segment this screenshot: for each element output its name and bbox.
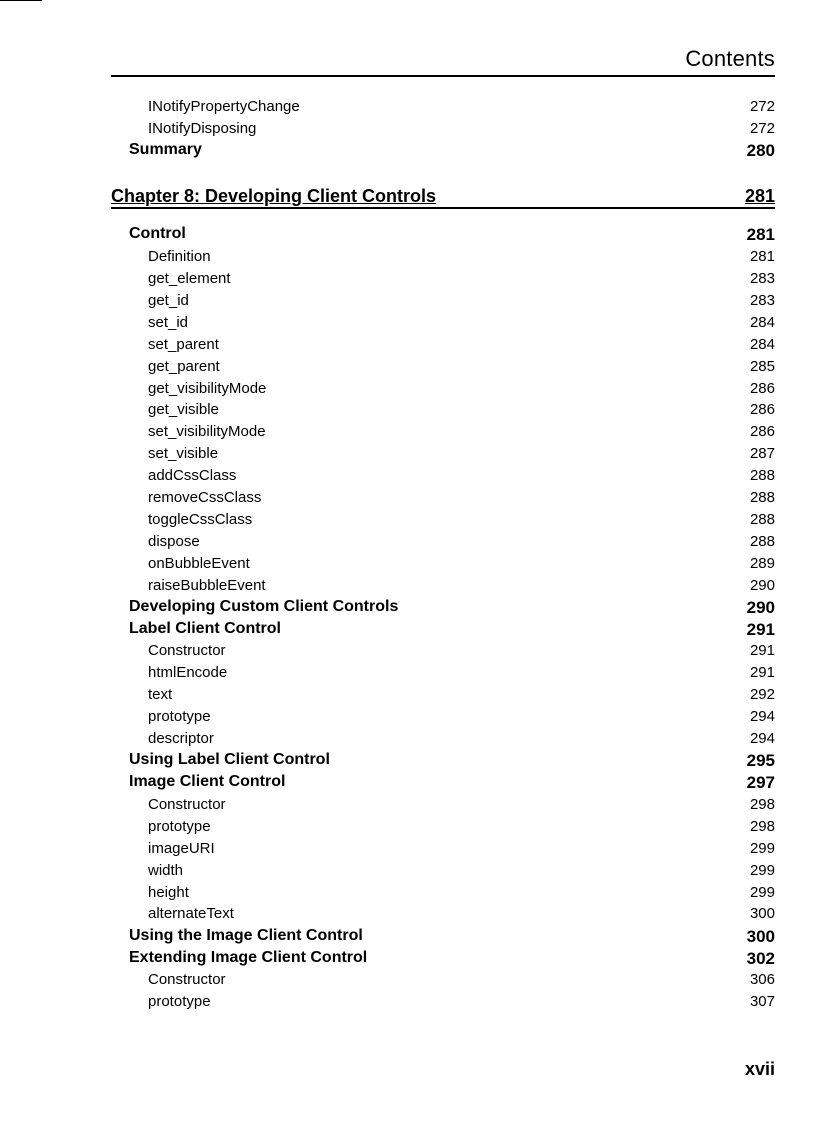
toc-subentry (111, 555, 775, 577)
toc-entry-label: Extending Image Client Control (129, 949, 368, 966)
toc-entry-label: INotifyDisposing (148, 120, 257, 137)
toc-entry-page: 291 (749, 642, 775, 659)
toc-entry-page: 283 (749, 292, 775, 309)
page-number: xvii (744, 1059, 775, 1079)
toc-entry-page: 289 (749, 555, 775, 572)
toc-entry-page: 286 (749, 423, 775, 440)
toc-subentry (111, 358, 775, 380)
toc-entry-page: 299 (749, 884, 775, 901)
toc-entry-page: 294 (749, 708, 775, 725)
toc-entry-page: 298 (749, 818, 775, 835)
toc-entry-label: Control (129, 225, 186, 242)
toc-entry-page: 280 (746, 141, 775, 160)
toc-entry-label: get_visibilityMode (148, 380, 267, 397)
running-header-title: Contents (685, 46, 775, 71)
toc-entry-label: set_visibilityMode (148, 423, 266, 440)
toc-entry-label: Summary (129, 141, 202, 158)
toc-entry-page: 281 (746, 225, 775, 244)
toc-section-entry (111, 927, 775, 949)
toc-entry-label: Label Client Control (129, 620, 281, 637)
toc-entry-label: alternateText (148, 905, 234, 922)
chapter-page: 281 (744, 186, 775, 206)
toc-subentry (111, 314, 775, 336)
toc-entry-label: Constructor (148, 642, 226, 659)
toc-subentry (111, 862, 775, 884)
toc-entry-page: 302 (746, 949, 775, 968)
toc-entry-label: prototype (148, 818, 211, 835)
toc-subentry (111, 380, 775, 402)
toc-subentry (111, 577, 775, 599)
toc-subentry (111, 686, 775, 708)
toc-entry-label: text (148, 686, 173, 703)
toc-section-entry (111, 773, 775, 795)
toc-subentry (111, 270, 775, 292)
toc-entry-label: Developing Custom Client Controls (129, 598, 399, 615)
toc-entry-page: 284 (749, 314, 775, 331)
toc-subentry (111, 248, 775, 270)
toc-entry-label: raiseBubbleEvent (148, 577, 266, 594)
toc-entry-page: 299 (749, 840, 775, 857)
toc-entry-label: htmlEncode (148, 664, 228, 681)
toc-section-entry (111, 949, 775, 971)
toc-entry-label: set_parent (148, 336, 219, 353)
toc-subentry (111, 467, 775, 489)
toc-subentry (111, 98, 775, 120)
toc-subentry (111, 884, 775, 906)
toc-entry-label: Image Client Control (129, 773, 286, 790)
toc-subentry (111, 511, 775, 533)
toc-entry-page: 307 (749, 993, 775, 1010)
toc-entry-label: INotifyPropertyChange (148, 98, 300, 115)
running-header (111, 46, 775, 77)
toc-entry-page: 286 (749, 380, 775, 397)
toc-subentry (111, 818, 775, 840)
toc-section-entry (111, 620, 775, 642)
toc-subentry (111, 730, 775, 752)
toc-entry-label: width (148, 862, 184, 879)
toc-entry-label: get_element (148, 270, 231, 287)
toc-entry-label: onBubbleEvent (148, 555, 250, 572)
toc-entry-page: 300 (749, 905, 775, 922)
toc-entry-page: 285 (749, 358, 775, 375)
toc-subentry (111, 905, 775, 927)
toc-entry-page: 290 (746, 598, 775, 617)
toc-entry-label: get_parent (148, 358, 220, 375)
toc-entry-page: 306 (749, 971, 775, 988)
toc-subentry (111, 708, 775, 730)
toc-subentry (111, 292, 775, 314)
toc-entry-label: toggleCssClass (148, 511, 253, 528)
toc-entry-label: set_id (148, 314, 189, 331)
toc-subentry (111, 533, 775, 555)
toc-entry-label: Definition (148, 248, 211, 265)
toc-entry-page: 287 (749, 445, 775, 462)
toc-entry-page: 290 (749, 577, 775, 594)
toc-subentry (111, 401, 775, 423)
chapter-title: Chapter 8: Developing Client Controls (111, 186, 437, 206)
toc-subentry (111, 336, 775, 358)
toc-subentry (111, 796, 775, 818)
toc-entry-page: 294 (749, 730, 775, 747)
toc-entry-page: 284 (749, 336, 775, 353)
toc-entry-label: Using the Image Client Control (129, 927, 363, 944)
toc-entry-label: imageURI (148, 840, 215, 857)
toc-subentry (111, 445, 775, 467)
toc-subentry (111, 993, 775, 1015)
toc-entry-page: 286 (749, 401, 775, 418)
toc-entry-label: set_visible (148, 445, 219, 462)
toc-subentry (111, 642, 775, 664)
toc-entry-page: 292 (749, 686, 775, 703)
toc-entry-label: prototype (148, 993, 211, 1010)
toc-section-entry (111, 225, 775, 247)
toc-section-entry (111, 598, 775, 620)
toc-subentry (111, 664, 775, 686)
toc-entry-label: Using Label Client Control (129, 751, 330, 768)
toc-entry-page: 281 (749, 248, 775, 265)
toc-entry-label: get_visible (148, 401, 219, 418)
toc-subentry (111, 423, 775, 445)
toc-entry-page: 300 (746, 927, 775, 946)
toc-entry-page: 272 (749, 98, 775, 115)
toc-entry-page: 298 (749, 796, 775, 813)
toc-entry-page: 291 (749, 664, 775, 681)
toc-entry-label: Constructor (148, 796, 226, 813)
toc-entry-page: 288 (749, 467, 775, 484)
toc-entry-label: get_id (148, 292, 189, 309)
toc-entry-page: 295 (746, 751, 775, 770)
toc-entry-page: 288 (749, 489, 775, 506)
toc-section-entry (111, 751, 775, 773)
toc-subentry (111, 120, 775, 142)
toc-entry-label: dispose (148, 533, 200, 550)
toc-entry-page: 297 (746, 773, 775, 792)
toc-subentry (111, 489, 775, 511)
toc-section-entry (111, 141, 775, 163)
toc-entry-label: Constructor (148, 971, 226, 988)
toc-entry-page: 283 (749, 270, 775, 287)
toc-entry-label: addCssClass (148, 467, 237, 484)
corner-crop-mark (0, 0, 42, 1)
toc-entry-page: 291 (746, 620, 775, 639)
toc-subentry (111, 840, 775, 862)
toc-entry-page: 288 (749, 533, 775, 550)
toc-entry-page: 299 (749, 862, 775, 879)
toc-entry-label: height (148, 884, 189, 901)
toc-entry-label: removeCssClass (148, 489, 262, 506)
toc-entry-label: descriptor (148, 730, 214, 747)
toc-entry-page: 288 (749, 511, 775, 528)
toc-subentry (111, 971, 775, 993)
chapter-heading (111, 186, 775, 209)
toc-entry-label: prototype (148, 708, 211, 725)
toc-entry-page: 272 (749, 120, 775, 137)
